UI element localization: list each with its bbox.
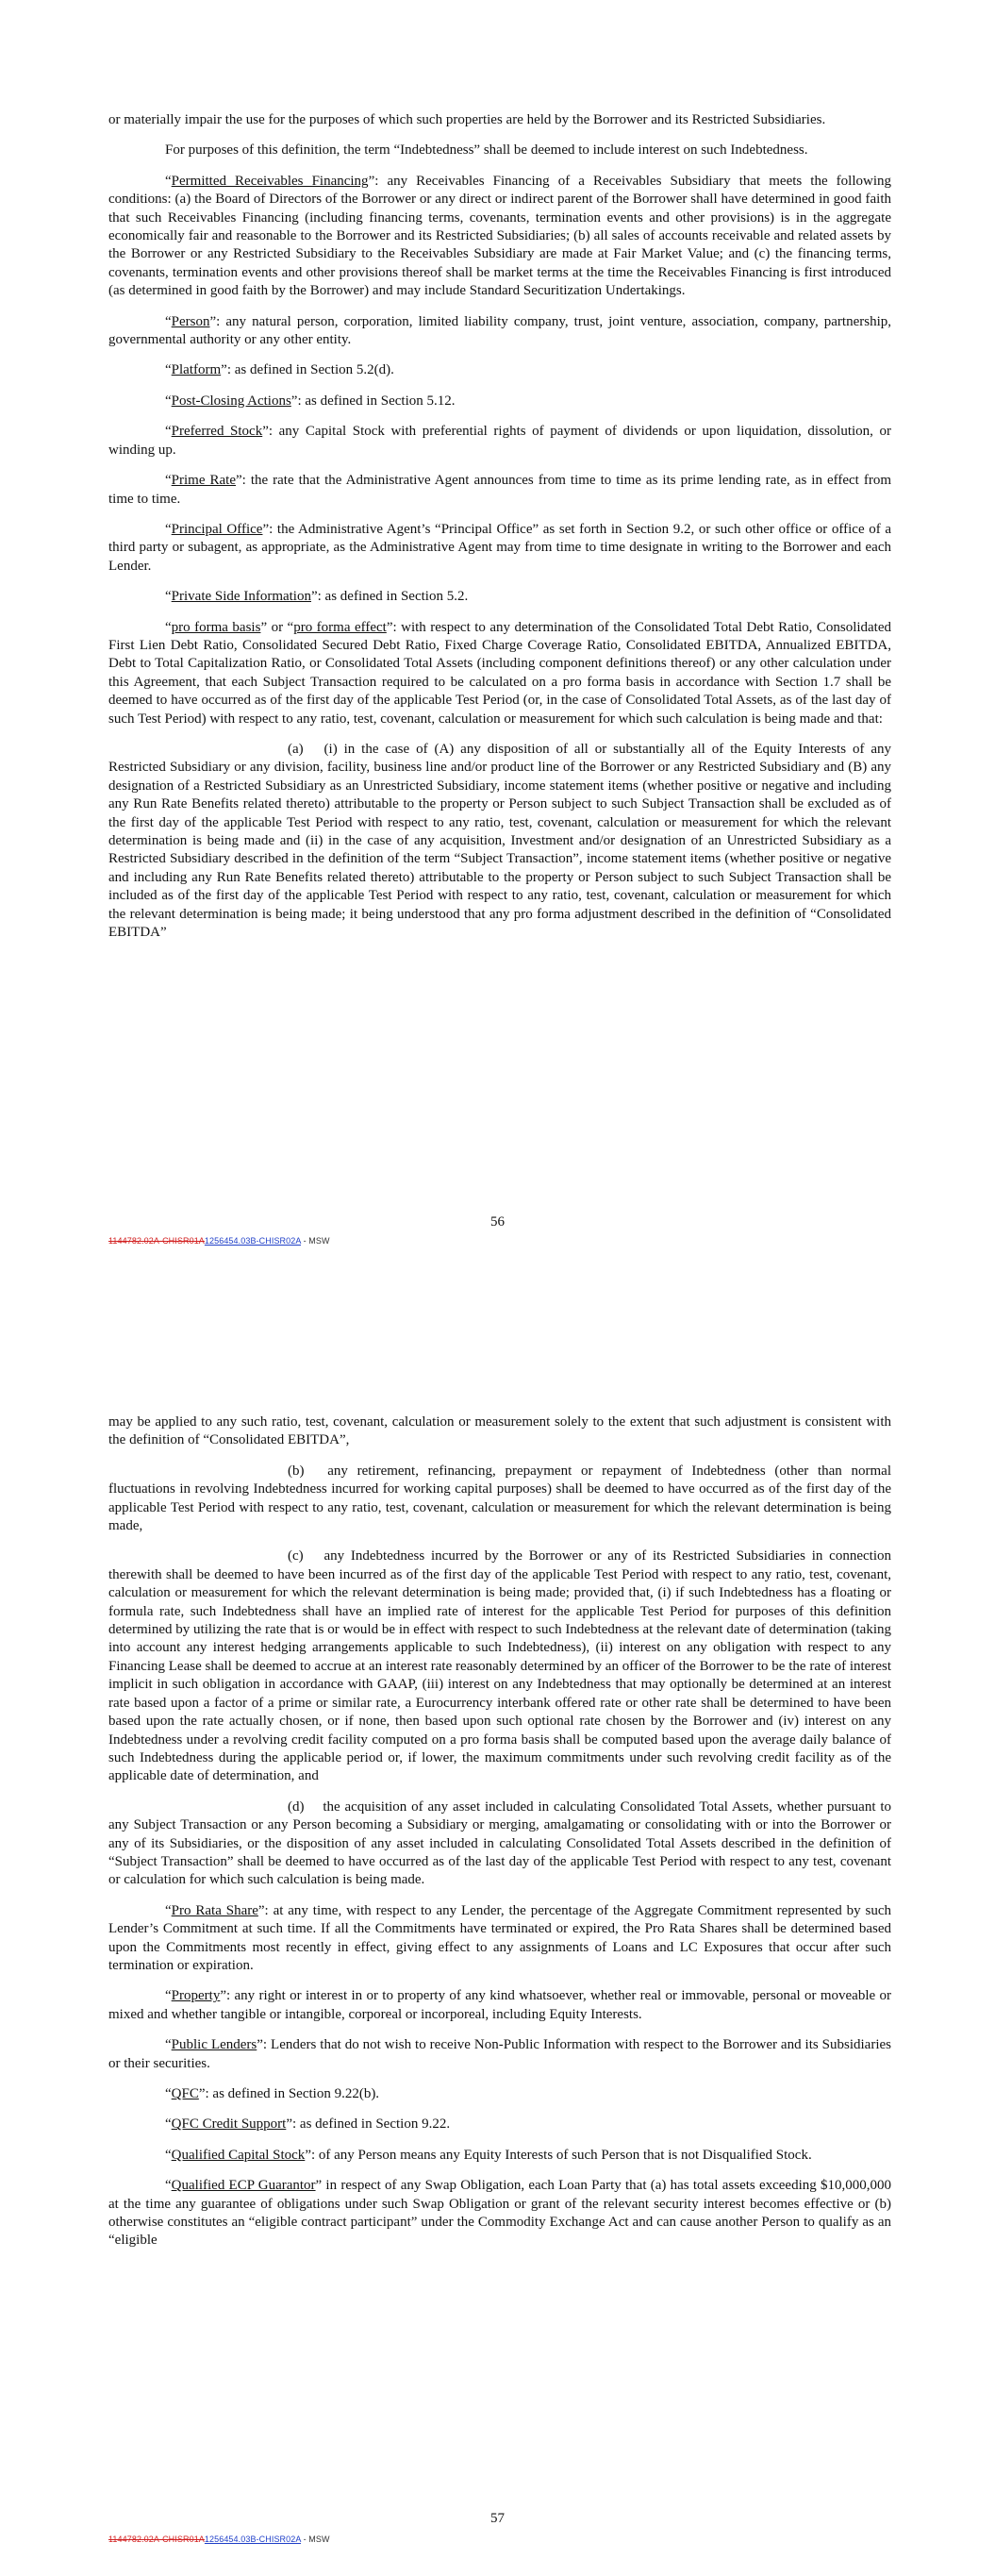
defined-term: Principal Office <box>171 521 263 537</box>
defined-term: Prime Rate <box>171 473 236 489</box>
definition-paragraph <box>108 2177 891 2250</box>
paragraph-text: “ <box>165 173 172 189</box>
paragraph-text: “ <box>165 1988 172 2004</box>
footer-deleted-id: 1144782.02A-CHISR01A <box>108 1236 205 1246</box>
paragraph-text: “ <box>165 473 172 489</box>
paragraph-text: ”: as defined in Section 5.2. <box>310 589 469 605</box>
paragraph-text: ”: any right or interest in or to property of any kind whatsoever, whether real or immovable, personal or moveable or mixed and whether tangible or intangible, corporeal or incorporeal, including Equity Interests. <box>108 1988 891 2022</box>
paragraph-text: ”: as defined in Section 5.2(d). <box>221 362 394 378</box>
defined-term: pro forma basis <box>171 619 261 635</box>
paragraph-text: ”: as defined in Section 9.22(b). <box>198 2086 380 2101</box>
definition-paragraph <box>108 361 891 379</box>
definition-paragraph <box>108 111 891 129</box>
paragraph-text: “ <box>165 424 172 440</box>
definition-paragraph <box>108 142 891 159</box>
paragraph-text: (a) (i) in the case of (A) any disposition of all or substantially all of the Equity Interests of any Restricted Subsidiary or any division, facility, business line and/or product line of the Borrower or any Restricted Subsidiary and (B) any designation of a Restricted Subsidiary as an Unrestricted Subsidiary, income statement items (whether positive or negative and including any Run Rate Benefits related thereto) attributable to the property or Person subject to such Subject Transaction shall be excluded as of the first day of the applicable Test Period with respect to any ratio, test, covenant, calculation or measurement for which the relevant determination is being made and (ii) in the case of any acquisition, Investment and/or designation of an Unrestricted Subsidiary as a Restricted Subsidiary described in the definition of the term “Subject Transaction”, income statement items (whether positive or negative and including any Run Rate Benefits related thereto) attributable to the property or Person subject to such Subject Transaction shall be included as of the first day of the applicable Test Period with respect to any ratio, test, covenant, calculation or measurement for which the relevant determination is being made; it being understood that any pro forma adjustment described in the definition of “Consolidated EBITDA” <box>108 741 891 941</box>
defined-term: Property <box>171 1988 221 2004</box>
definition-paragraph <box>108 2085 891 2103</box>
definition-paragraph <box>108 619 891 728</box>
paragraph-text: For purposes of this definition, the term “Indebtedness” shall be deemed to include interest on such Indebtedness. <box>165 142 808 159</box>
paragraph-text: “ <box>165 2116 172 2133</box>
paragraph-text: “ <box>165 362 172 378</box>
defined-term: Post-Closing Actions <box>171 393 291 409</box>
definition-paragraph <box>108 2147 891 2165</box>
footer-suffix: - MSW <box>300 1236 330 1246</box>
footer-suffix: - MSW <box>300 2534 330 2544</box>
defined-term: pro forma effect <box>293 619 387 635</box>
defined-term: Pro Rata Share <box>171 1902 258 1918</box>
defined-term: QFC <box>171 2086 199 2101</box>
paragraph-text: ”: at any time, with respect to any Lender, the percentage of the Aggregate Commitment represented by such Lender’s Commitment at such time. If all the Commitments have terminated or expired, the Pro Rata Shares shall be determined based upon the Commitments most recently in effect, giving effect to any assignments of Loans and LC Exposures that occur after such termination or expiration. <box>108 1902 891 1973</box>
definition-paragraph <box>108 393 891 410</box>
definition-paragraph <box>108 588 891 606</box>
paragraph-text: ” or “ <box>260 619 294 635</box>
definition-paragraph <box>108 1413 891 1450</box>
document-page-57 <box>0 1293 995 2576</box>
paragraph-text: (b) any retirement, refinancing, prepayment or repayment of Indebtedness (other than normal fluctuations in revolving Indebtedness incurred for working capital purposes) shall be deemed to have occurred as of the first day of the applicable Test Period with respect to any ratio, test, covenant, calculation or measurement for which the relevant determination is being made, <box>108 1463 891 1534</box>
footer-inserted-id: 1256454.03B-CHISR02A <box>204 2534 301 2544</box>
page-number: 56 <box>490 1214 505 1229</box>
footer-deleted-id: 1144782.02A-CHISR01A <box>108 2534 205 2544</box>
paragraph-text: ”: as defined in Section 5.12. <box>290 393 456 409</box>
paragraph-text: or materially impair the use for the purposes of which such properties are held by the Borrower and its Restricted Subsidiaries. <box>108 112 826 127</box>
paragraph-text: ”: any Capital Stock with preferential rights of payment of dividends or upon liquidation, dissolution, or winding up. <box>108 424 892 458</box>
paragraph-text: ” in respect of any Swap Obligation, each Loan Party that (a) has total assets exceeding $10,000,000 at the time any guarantee of obligations under such Swap Obligation or grant of the relevant security interest becomes effective or (b) otherwise constitutes an “eligible contract participant” under the Commodity Exchange Act and can cause another Person to qualify as an “eligible <box>108 2178 891 2249</box>
clause-paragraph <box>108 1798 891 1890</box>
paragraph-text: “ <box>165 2086 172 2101</box>
clause-paragraph <box>108 1463 891 1536</box>
paragraph-text: “ <box>165 589 172 605</box>
defined-term: Qualified Capital Stock <box>171 2147 306 2163</box>
definition-paragraph <box>108 1902 891 1976</box>
paragraph-text: ”: Lenders that do not wish to receive Non-Public Information with respect to the Borrower and its Subsidiaries or their securities. <box>108 2037 891 2071</box>
paragraph-text: ”: the Administrative Agent’s “Principal Office” as set forth in Section 9.2, or such other office or office of a third party or subagent, as appropriate, as the Administrative Agent may from time to time designate in writing to the Borrower and each Lender. <box>108 521 891 574</box>
defined-term: Private Side Information <box>171 589 311 605</box>
page-body <box>108 111 891 954</box>
footer-doc-id <box>108 1236 330 1246</box>
paragraph-text: “ <box>165 619 172 635</box>
paragraph-text: ”: the rate that the Administrative Agent announces from time to time as its prime lending rate, as in effect from time to time. <box>108 473 891 507</box>
paragraph-text: “ <box>165 2147 172 2163</box>
defined-term: QFC Credit Support <box>171 2116 287 2133</box>
paragraph-text: ”: with respect to any determination of the Consolidated Total Debt Ratio, Consolidated First Lien Debt Ratio, Consolidated Secured Debt Ratio, Fixed Charge Coverage Ratio, Consolidated EBITDA, Annualized EBITDA, Debt to Total Capitalization Ratio, or Consolidated Total Assets (including component definitions thereof) or any other calculation under this Agreement, that each Subject Transaction required to be calculated on a pro forma basis in accordance with Section 1.7 shall be deemed to have occurred as of the first day of the applicable Test Period (or, in the case of Consolidated Total Assets, as of the last day of such Test Period) with respect to any ratio, test, covenant, calculation or measurement for which such calculation is being made and that: <box>108 619 892 727</box>
definition-paragraph <box>108 173 891 301</box>
definition-paragraph <box>108 423 891 460</box>
paragraph-text: ”: as defined in Section 9.22. <box>286 2116 451 2133</box>
defined-term: Preferred Stock <box>171 424 263 440</box>
paragraph-text: “ <box>165 2037 172 2053</box>
page-number: 57 <box>490 2511 505 2526</box>
paragraph-text: “ <box>165 1902 172 1918</box>
definition-paragraph <box>108 2116 891 2133</box>
clause-paragraph <box>108 741 891 942</box>
defined-term: Permitted Receivables Financing <box>171 173 369 189</box>
paragraph-text: ”: any Receivables Financing of a Receivables Subsidiary that meets the following conditions: (a) the Board of Directors of the Borrower or any direct or indirect parent of the Borrower shall have determined in good faith that such Receivables Financing (including financing terms, covenants, termination events and other provisions) is in the aggregate economically fair and reasonable to the Borrower and its Restricted Subsidiaries; (b) all sales of accounts receivable and related assets by the Borrower or any Restricted Subsidiary to the Receivables Subsidiary are made at Fair Market Value; and (c) the financing terms, covenants, termination events and other provisions thereof shall be market terms at the time the Receivables Financing is first introduced (as determined in good faith by the Borrower) and may include Standard Securitization Undertakings. <box>108 173 891 299</box>
paragraph-text: “ <box>165 313 172 329</box>
page-body <box>108 1413 891 2263</box>
paragraph-text: ”: any natural person, corporation, limited liability company, trust, joint venture, association, company, partnership, governmental authority or any other entity. <box>108 313 891 348</box>
paragraph-text: ”: of any Person means any Equity Interests of such Person that is not Disqualified Stock. <box>305 2147 812 2163</box>
paragraph-text: may be applied to any such ratio, test, covenant, calculation or measurement solely to the extent that such adjustment is consistent with the definition of “Consolidated EBITDA”, <box>108 1414 891 1448</box>
definition-paragraph <box>108 313 891 350</box>
defined-term: Public Lenders <box>171 2037 257 2053</box>
definition-paragraph <box>108 472 891 509</box>
footer-doc-id <box>108 2534 330 2544</box>
defined-term: Platform <box>171 362 222 378</box>
paragraph-text: “ <box>165 521 172 537</box>
definition-paragraph <box>108 521 891 576</box>
definition-paragraph <box>108 2036 891 2073</box>
paragraph-text: (d) the acquisition of any asset included in calculating Consolidated Total Assets, whether pursuant to any Subject Transaction or any Person becoming a Subsidiary or merging, amalgamating or consolidating with or into the Borrower or any of its Subsidiaries, or the disposition of any asset included in calculating Consolidated Total Assets described in the definition of “Subject Transaction” shall be deemed to have occurred as of the last day of the applicable Test Period with respect to any test, covenant or calculation for which such calculation is being made. <box>108 1798 891 1888</box>
defined-term: Qualified ECP Guarantor <box>171 2178 316 2194</box>
paragraph-text: (c) any Indebtedness incurred by the Borrower or any of its Restricted Subsidiaries in connection therewith shall be deemed to have been incurred as of the first day of the applicable Test Period with respect to any ratio, test, covenant, calculation or measurement for which the relevant determination is being made; provided that, (i) if such Indebtedness has a floating or formula rate, such Indebtedness shall have an implied rate of interest for the applicable Test Period for purposes of this definition determined by utilizing the rate that is or would be in effect with respect to such Indebtedness at the relevant date of determination (taking into account any interest hedging arrangements applicable to such Indebtedness), (ii) interest on any obligation with respect to any Financing Lease shall be deemed to accrue at an interest rate reasonably determined by an officer of the Borrower to be the rate of interest implicit in such obligation in accordance with GAAP, (iii) interest on any Indebtedness that may optionally be determined at an interest rate based upon a factor of a prime or similar rate, a Eurocurrency interbank offered rate or other rate shall be determined to have been based upon the rate actually chosen, or if none, then based upon such optional rate chosen by the Borrower and (iv) interest on any Indebtedness under a revolving credit facility computed on a pro forma basis shall be computed based upon the average daily balance of such Indebtedness during the applicable period or, if lower, the maximum commitments under such revolving credit facility as of the applicable date of determination, and <box>108 1548 891 1784</box>
footer-inserted-id: 1256454.03B-CHISR02A <box>204 1236 301 1246</box>
defined-term: Person <box>171 313 210 329</box>
paragraph-text: “ <box>165 2178 172 2194</box>
definition-paragraph <box>108 1987 891 2024</box>
paragraph-text: “ <box>165 393 172 409</box>
clause-paragraph <box>108 1547 891 1785</box>
